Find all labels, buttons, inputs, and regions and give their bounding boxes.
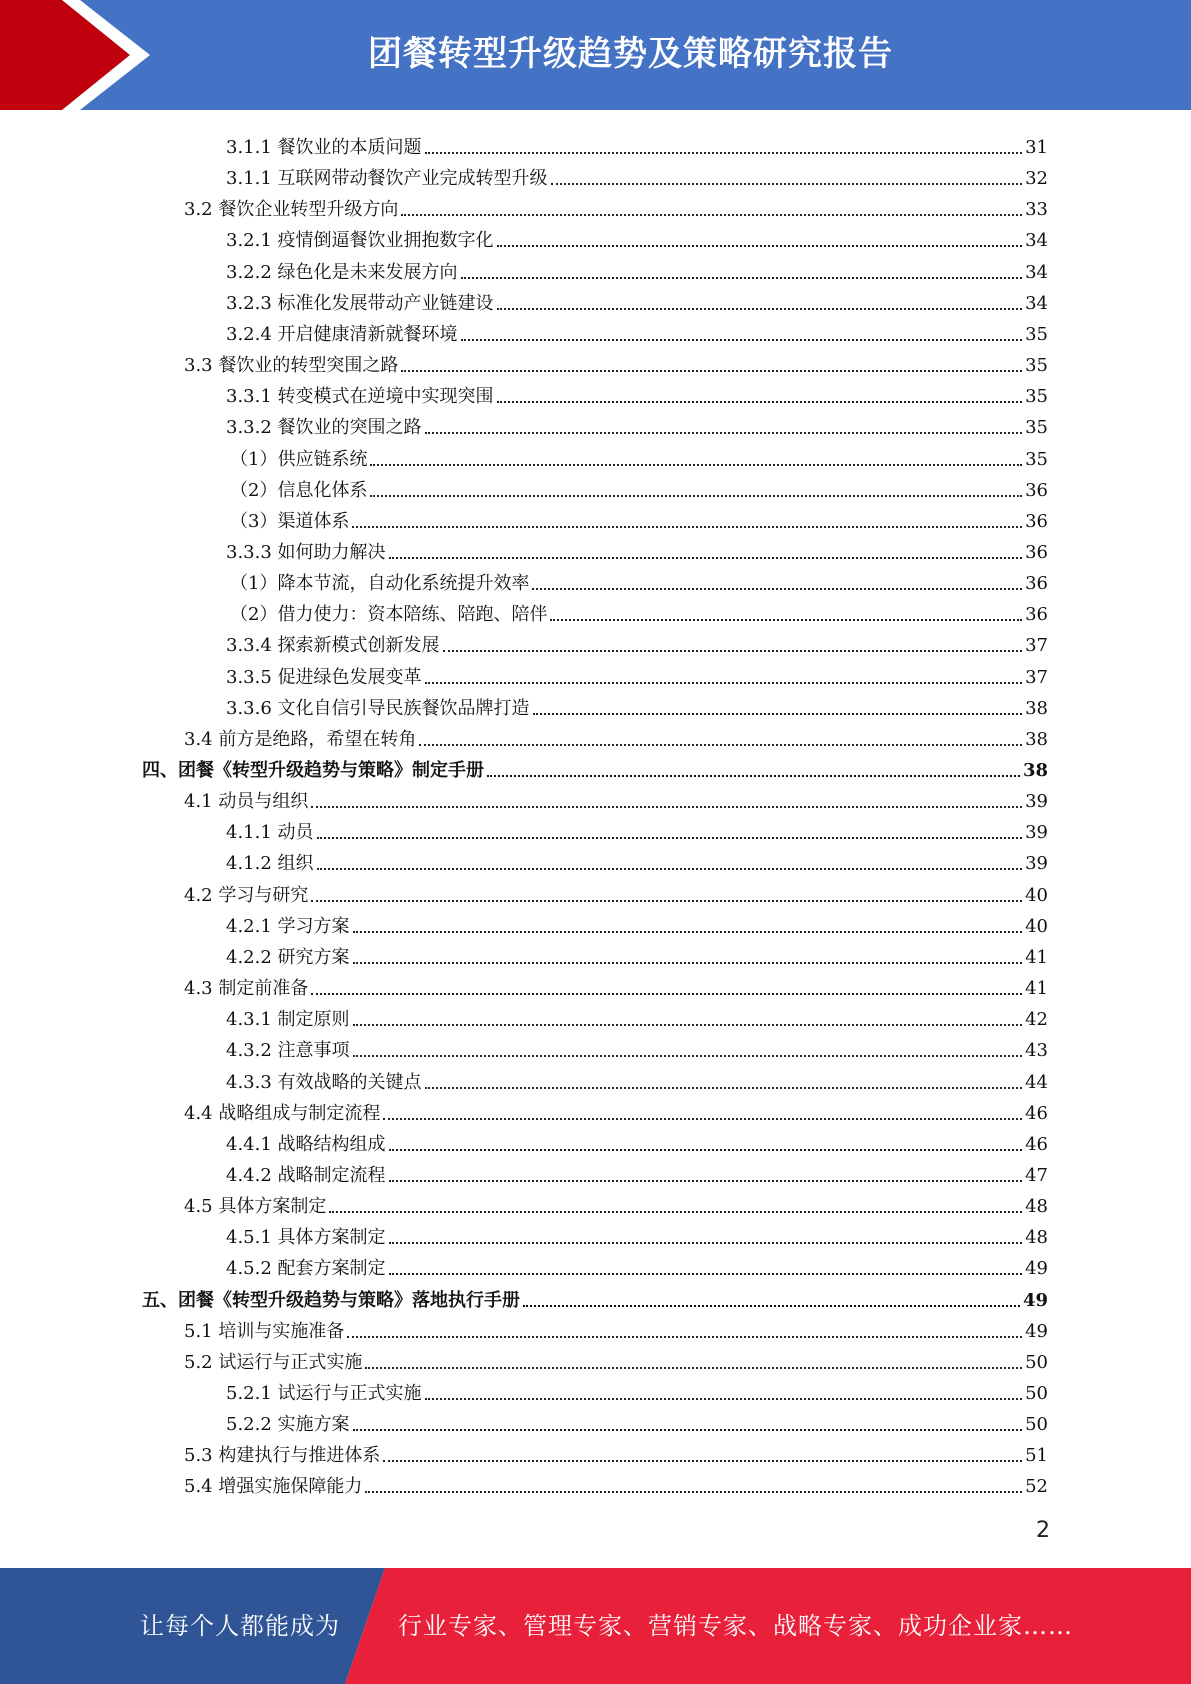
toc-dot-leader bbox=[317, 837, 1023, 839]
toc-entry-label: 5.3 构建执行与推进体系 bbox=[184, 1445, 381, 1467]
toc-entry-label: 3.3.6 文化自信引导民族餐饮品牌打造 bbox=[226, 697, 530, 719]
toc-dot-leader bbox=[425, 432, 1023, 434]
toc-entry[interactable] bbox=[142, 1281, 1048, 1312]
toc-entry[interactable] bbox=[226, 253, 1048, 284]
toc-dot-leader bbox=[497, 308, 1023, 310]
toc-dot-leader bbox=[532, 588, 1022, 590]
toc-entry[interactable] bbox=[226, 1063, 1048, 1094]
toc-entry-label: 4.2 学习与研究 bbox=[184, 884, 309, 906]
toc-entry-page: 46 bbox=[1025, 1102, 1048, 1124]
toc-entry-page: 41 bbox=[1025, 946, 1048, 968]
toc-dot-leader bbox=[370, 495, 1022, 497]
toc-entry-page: 39 bbox=[1025, 853, 1048, 875]
toc-entry-page: 39 bbox=[1025, 822, 1048, 844]
toc-entry-page: 37 bbox=[1025, 635, 1048, 657]
toc-entry-label: 4.5.2 配套方案制定 bbox=[226, 1258, 386, 1280]
toc-entry[interactable] bbox=[226, 284, 1048, 315]
toc-entry-page: 39 bbox=[1025, 791, 1048, 813]
toc-entry-page: 43 bbox=[1025, 1040, 1048, 1062]
toc-entry[interactable] bbox=[226, 1156, 1048, 1187]
toc-entry[interactable] bbox=[226, 1031, 1048, 1062]
toc-entry-label: 5.2 试运行与正式实施 bbox=[184, 1351, 363, 1373]
toc-entry-label: 3.3.5 促进绿色发展变革 bbox=[226, 666, 422, 688]
toc-entry[interactable] bbox=[142, 751, 1048, 782]
toc-dot-leader bbox=[311, 900, 1022, 902]
toc-entry[interactable] bbox=[226, 315, 1048, 346]
toc-entry-page: 49 bbox=[1025, 1258, 1048, 1280]
toc-entry-label: 4.2.2 研究方案 bbox=[226, 946, 350, 968]
toc-entry-label: 4.3 制定前准备 bbox=[184, 978, 309, 1000]
toc-entry-label: 4.3.3 有效战略的关键点 bbox=[226, 1071, 422, 1093]
toc-dot-leader bbox=[401, 214, 1022, 216]
toc-entry[interactable] bbox=[184, 1094, 1048, 1125]
toc-entry-page: 49 bbox=[1022, 1289, 1048, 1311]
toc-entry[interactable] bbox=[184, 876, 1048, 907]
toc-entry-label: 五、团餐《转型升级趋势与策略》落地执行手册 bbox=[142, 1289, 520, 1311]
page-number: 2 bbox=[1036, 1518, 1050, 1543]
toc-entry[interactable] bbox=[184, 1343, 1048, 1374]
toc-entry-page: 40 bbox=[1025, 884, 1048, 906]
toc-dot-leader bbox=[389, 557, 1023, 559]
toc-entry-page: 44 bbox=[1025, 1071, 1048, 1093]
toc-entry-page: 33 bbox=[1025, 199, 1048, 221]
toc-entry-page: 34 bbox=[1025, 230, 1048, 252]
toc-entry-label: 3.3.2 餐饮业的突围之路 bbox=[226, 417, 422, 439]
toc-entry-label: 4.4.1 战略结构组成 bbox=[226, 1133, 386, 1155]
toc-entry-page: 38 bbox=[1025, 697, 1048, 719]
toc-dot-leader bbox=[497, 245, 1023, 247]
toc-entry-label: （1）供应链系统 bbox=[230, 448, 368, 470]
toc-entry-label: 5.2.1 试运行与正式实施 bbox=[226, 1383, 422, 1404]
toc-entry-page: 52 bbox=[1025, 1476, 1048, 1498]
toc-dot-leader bbox=[383, 1118, 1022, 1120]
footer-slogan-right: 行业专家、管理专家、营销专家、战略专家、成功企业家…… bbox=[398, 1612, 1073, 1640]
toc-entry[interactable] bbox=[226, 1374, 1048, 1405]
toc-entry[interactable] bbox=[230, 595, 1048, 626]
toc-dot-leader bbox=[352, 526, 1022, 528]
toc-entry[interactable] bbox=[226, 844, 1048, 875]
toc-entry-label: （3）渠道体系 bbox=[230, 510, 350, 532]
toc-entry-label: 3.1.1 餐饮业的本质问题 bbox=[226, 137, 422, 158]
toc-dot-leader bbox=[401, 370, 1022, 372]
toc-dot-leader bbox=[523, 1305, 1020, 1307]
page-footer bbox=[0, 1568, 1191, 1684]
toc-entry[interactable] bbox=[226, 1125, 1048, 1156]
toc-entry-page: 31 bbox=[1025, 137, 1048, 158]
toc-entry-label: 3.3.1 转变模式在逆境中实现突围 bbox=[226, 386, 494, 408]
toc-entry[interactable] bbox=[184, 1436, 1048, 1467]
toc-entry-page: 34 bbox=[1025, 292, 1048, 314]
toc-entry-label: 4.2.1 学习方案 bbox=[226, 915, 350, 937]
toc-entry[interactable] bbox=[226, 907, 1048, 938]
toc-entry-page: 37 bbox=[1025, 666, 1048, 688]
toc-dot-leader bbox=[533, 713, 1023, 715]
toc-entry[interactable] bbox=[226, 159, 1048, 190]
toc-dot-leader bbox=[497, 401, 1023, 403]
toc-dot-leader bbox=[551, 183, 1023, 185]
toc-entry-page: 35 bbox=[1025, 386, 1048, 408]
toc-entry-label: 3.2.1 疫情倒逼餐饮业拥抱数字化 bbox=[226, 230, 494, 252]
toc-entry-label: 3.2.2 绿色化是未来发展方向 bbox=[226, 261, 458, 283]
toc-entry[interactable] bbox=[184, 346, 1048, 377]
toc-entry-label: 3.1.1 互联网带动餐饮产业完成转型升级 bbox=[226, 168, 548, 190]
toc-entry[interactable] bbox=[184, 782, 1048, 813]
toc-entry-page: 48 bbox=[1025, 1227, 1048, 1249]
toc-entry[interactable] bbox=[184, 720, 1048, 751]
toc-dot-leader bbox=[389, 1149, 1023, 1151]
toc-entry-label: 4.5.1 具体方案制定 bbox=[226, 1227, 386, 1249]
toc-entry[interactable] bbox=[184, 1187, 1048, 1218]
toc-entry-label: 5.4 增强实施保障能力 bbox=[184, 1476, 363, 1498]
toc-dot-leader bbox=[443, 650, 1023, 652]
toc-dot-leader bbox=[487, 775, 1020, 777]
toc-entry-page: 35 bbox=[1025, 417, 1048, 439]
toc-entry[interactable] bbox=[226, 408, 1048, 439]
toc-entry-page: 36 bbox=[1025, 604, 1048, 626]
toc-entry[interactable] bbox=[226, 658, 1048, 689]
toc-dot-leader bbox=[311, 993, 1022, 995]
toc-entry-page: 49 bbox=[1025, 1320, 1048, 1342]
toc-entry-label: 四、团餐《转型升级趋势与策略》制定手册 bbox=[142, 760, 484, 781]
toc-dot-leader bbox=[329, 1211, 1022, 1213]
toc-entry[interactable] bbox=[184, 190, 1048, 221]
toc-dot-leader bbox=[353, 962, 1023, 964]
toc-entry[interactable] bbox=[226, 626, 1048, 657]
report-title: 团餐转型升级趋势及策略研究报告 bbox=[368, 34, 893, 74]
toc-dot-leader bbox=[419, 744, 1022, 746]
toc-dot-leader bbox=[353, 931, 1023, 933]
toc-entry-label: 4.1.2 组织 bbox=[226, 853, 314, 875]
toc-entry-page: 48 bbox=[1025, 1196, 1048, 1218]
toc-dot-leader bbox=[389, 1180, 1023, 1182]
toc-entry-label: 3.2 餐饮企业转型升级方向 bbox=[184, 199, 399, 221]
toc-entry[interactable] bbox=[226, 533, 1048, 564]
toc-entry-page: 35 bbox=[1025, 448, 1048, 470]
toc-entry-label: 3.2.3 标准化发展带动产业链建设 bbox=[226, 292, 494, 314]
toc-entry-label: （2）借力使力：资本陪练、陪跑、陪伴 bbox=[230, 604, 548, 626]
toc-entry-page: 41 bbox=[1025, 978, 1048, 1000]
toc-entry[interactable] bbox=[230, 502, 1048, 533]
toc-dot-leader bbox=[311, 806, 1022, 808]
toc-entry-label: 5.2.2 实施方案 bbox=[226, 1414, 350, 1436]
toc-entry-page: 36 bbox=[1025, 573, 1048, 595]
toc-entry-label: 3.3 餐饮业的转型突围之路 bbox=[184, 355, 399, 377]
toc-entry-label: 3.2.4 开启健康清新就餐环境 bbox=[226, 323, 458, 345]
toc-entry-label: 4.4 战略组成与制定流程 bbox=[184, 1102, 381, 1124]
toc-dot-leader bbox=[389, 1273, 1023, 1275]
toc-entry[interactable] bbox=[226, 128, 1048, 159]
toc-entry-page: 36 bbox=[1025, 510, 1048, 532]
toc-entry-page: 50 bbox=[1025, 1414, 1048, 1436]
toc-entry-label: 4.3.1 制定原则 bbox=[226, 1009, 350, 1031]
toc-entry-label: 5.1 培训与实施准备 bbox=[184, 1320, 345, 1342]
toc-entry-page: 50 bbox=[1025, 1351, 1048, 1373]
toc-dot-leader bbox=[370, 464, 1022, 466]
toc-entry-label: 3.3.3 如何助力解决 bbox=[226, 541, 386, 563]
toc-entry[interactable] bbox=[230, 564, 1048, 595]
toc-dot-leader bbox=[389, 1242, 1023, 1244]
toc-dot-leader bbox=[461, 277, 1023, 279]
toc-entry-page: 36 bbox=[1025, 541, 1048, 563]
toc-entry[interactable] bbox=[184, 1312, 1048, 1343]
toc-dot-leader bbox=[365, 1367, 1022, 1369]
toc-entry[interactable] bbox=[226, 1000, 1048, 1031]
toc-dot-leader bbox=[383, 1460, 1022, 1462]
toc-entry-label: 4.1 动员与组织 bbox=[184, 791, 309, 813]
toc-entry-label: 4.3.2 注意事项 bbox=[226, 1040, 350, 1062]
toc-dot-leader bbox=[425, 1087, 1023, 1089]
toc-entry-page: 51 bbox=[1025, 1445, 1048, 1467]
toc-entry[interactable] bbox=[226, 813, 1048, 844]
toc-dot-leader bbox=[353, 1024, 1023, 1026]
toc-entry[interactable] bbox=[184, 1467, 1048, 1498]
toc-entry-page: 46 bbox=[1025, 1133, 1048, 1155]
toc-entry-page: 38 bbox=[1025, 728, 1048, 750]
toc-entry-page: 50 bbox=[1025, 1383, 1048, 1404]
toc-entry[interactable] bbox=[230, 471, 1048, 502]
toc-entry[interactable] bbox=[226, 1218, 1048, 1249]
toc-entry-page: 36 bbox=[1025, 479, 1048, 501]
toc-entry-label: 4.1.1 动员 bbox=[226, 822, 314, 844]
toc-entry-page: 35 bbox=[1025, 323, 1048, 345]
toc-dot-leader bbox=[550, 619, 1022, 621]
toc-entry[interactable] bbox=[226, 221, 1048, 252]
toc-entry-label: （1）降本节流，自动化系统提升效率 bbox=[230, 573, 530, 595]
page-header bbox=[0, 0, 1191, 110]
toc-dot-leader bbox=[461, 339, 1023, 341]
toc-entry[interactable] bbox=[226, 1249, 1048, 1280]
toc-dot-leader bbox=[317, 868, 1023, 870]
toc-entry-label: 4.4.2 战略制定流程 bbox=[226, 1164, 386, 1186]
toc-dot-leader bbox=[347, 1336, 1022, 1338]
toc-entry[interactable] bbox=[226, 938, 1048, 969]
toc-entry-page: 35 bbox=[1025, 355, 1048, 377]
toc-entry-page: 42 bbox=[1025, 1009, 1048, 1031]
toc-entry-page: 47 bbox=[1025, 1164, 1048, 1186]
toc-dot-leader bbox=[425, 1398, 1023, 1400]
toc-entry-page: 38 bbox=[1022, 760, 1048, 781]
red-arrow-icon bbox=[0, 0, 160, 110]
toc-entry[interactable] bbox=[226, 1405, 1048, 1436]
toc-dot-leader bbox=[365, 1491, 1022, 1493]
toc-entry-label: （2）信息化体系 bbox=[230, 479, 368, 501]
toc-entry[interactable] bbox=[226, 377, 1048, 408]
toc-entry-page: 34 bbox=[1025, 261, 1048, 283]
toc-entry-page: 32 bbox=[1025, 168, 1048, 190]
toc-entry-label: 3.3.4 探索新模式创新发展 bbox=[226, 635, 440, 657]
toc-entry[interactable] bbox=[230, 440, 1048, 471]
toc-dot-leader bbox=[353, 1055, 1023, 1057]
toc-entry-label: 4.5 具体方案制定 bbox=[184, 1196, 327, 1218]
toc-dot-leader bbox=[425, 682, 1023, 684]
toc-entry-page: 40 bbox=[1025, 915, 1048, 937]
toc-entry[interactable] bbox=[226, 689, 1048, 720]
toc-dot-leader bbox=[425, 152, 1023, 154]
footer-slogan-left: 让每个人都能成为 bbox=[140, 1612, 340, 1640]
toc-entry-label: 3.4 前方是绝路，希望在转角 bbox=[184, 728, 417, 750]
toc-dot-leader bbox=[353, 1429, 1023, 1431]
toc-entry[interactable] bbox=[184, 969, 1048, 1000]
